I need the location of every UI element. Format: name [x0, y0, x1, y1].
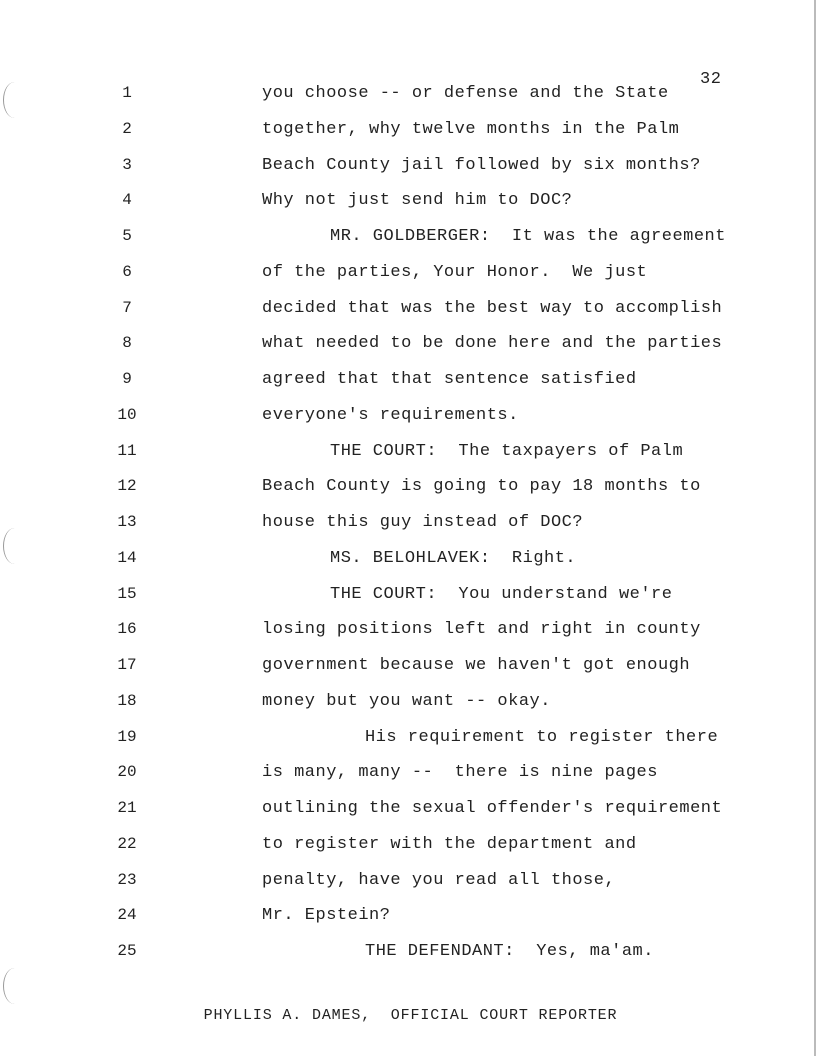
transcript-line	[0, 684, 800, 720]
line-text: you choose -- or defense and the State	[262, 84, 669, 103]
line-number: 24	[117, 906, 137, 925]
transcript-line	[0, 934, 800, 970]
transcript-line	[0, 183, 800, 219]
line-text: government because we haven't got enough	[262, 656, 691, 675]
line-text: penalty, have you read all those,	[262, 870, 616, 890]
line-text: THE COURT: You understand we're	[330, 584, 673, 604]
line-text: Beach County is going to pay 18 months to	[262, 477, 701, 497]
line-text: MR. GOLDBERGER: It was the agreement	[330, 227, 726, 246]
transcript-line	[0, 148, 800, 184]
line-text: what needed to be done here and the parties	[262, 334, 723, 354]
line-text: together, why twelve months in the Palm	[262, 119, 680, 139]
transcript-line	[0, 791, 800, 827]
transcript-line	[0, 398, 800, 434]
page-edge	[814, 0, 816, 1056]
transcript-line	[0, 577, 800, 613]
line-text: agreed that that sentence satisfied	[262, 370, 637, 389]
line-text: house this guy instead of DOC?	[262, 513, 584, 532]
line-text: decided that was the best way to accomplish	[262, 298, 723, 318]
line-text: money but you want -- okay.	[262, 691, 551, 711]
transcript-line	[0, 505, 800, 541]
page-number: 32	[700, 70, 722, 89]
line-number: 21	[117, 799, 137, 817]
transcript-line	[0, 863, 800, 899]
line-number: 10	[117, 405, 137, 424]
footer-text: PHYLLIS A. DAMES, OFFICIAL COURT REPORTER	[203, 1007, 618, 1024]
line-number: 1	[122, 84, 132, 102]
line-text: MS. BELOHLAVEK: Right.	[330, 548, 577, 568]
transcript-line	[0, 434, 800, 470]
line-number: 16	[117, 620, 137, 639]
line-text: Why not just send him to DOC?	[262, 191, 573, 211]
transcript-line	[0, 469, 800, 505]
line-number: 25	[117, 942, 137, 960]
line-number: 2	[122, 119, 132, 138]
line-text: THE DEFENDANT: Yes, ma'am.	[365, 942, 654, 961]
transcript-line	[0, 76, 800, 112]
line-text: is many, many -- there is nine pages	[262, 763, 658, 783]
line-number: 19	[117, 727, 137, 746]
transcript-line	[0, 255, 800, 291]
line-text: to register with the department and	[262, 834, 637, 854]
transcript-line	[0, 541, 800, 577]
line-text: everyone's requirements.	[262, 405, 519, 425]
transcript-line	[0, 291, 800, 327]
transcript-line	[0, 827, 800, 863]
transcript-line	[0, 326, 800, 362]
line-number: 3	[122, 155, 132, 174]
punch-hole-mark	[3, 968, 26, 1004]
line-text: of the parties, Your Honor. We just	[262, 262, 648, 282]
line-text: THE COURT: The taxpayers of Palm	[330, 441, 684, 461]
transcript-line	[0, 612, 800, 648]
transcript-body	[0, 76, 800, 970]
line-number: 8	[122, 334, 132, 353]
line-number: 5	[122, 227, 132, 245]
line-text: losing positions left and right in county	[262, 620, 701, 640]
line-number: 14	[117, 548, 137, 567]
line-number: 13	[117, 513, 137, 531]
line-number: 4	[122, 191, 132, 210]
line-number: 7	[122, 298, 132, 317]
line-number: 20	[117, 763, 137, 782]
line-number: 17	[117, 656, 137, 674]
line-number: 6	[122, 262, 132, 281]
transcript-line	[0, 112, 800, 148]
line-text: His requirement to register there	[365, 727, 719, 747]
line-number: 22	[117, 834, 137, 853]
transcript-line	[0, 720, 800, 756]
reporter-footer	[0, 1007, 817, 1024]
transcript-line	[0, 898, 800, 934]
transcript-line	[0, 219, 800, 255]
line-text: Beach County jail followed by six months?	[262, 155, 701, 175]
line-number: 11	[117, 441, 137, 460]
line-number: 15	[117, 584, 137, 603]
line-text: Mr. Epstein?	[262, 906, 391, 926]
line-number: 9	[122, 370, 132, 388]
transcript-line	[0, 362, 800, 398]
line-number: 18	[117, 691, 137, 710]
transcript-line	[0, 755, 800, 791]
line-number: 12	[117, 477, 137, 496]
line-number: 23	[117, 870, 137, 889]
line-text: outlining the sexual offender's requirement	[262, 799, 723, 818]
transcript-line	[0, 648, 800, 684]
